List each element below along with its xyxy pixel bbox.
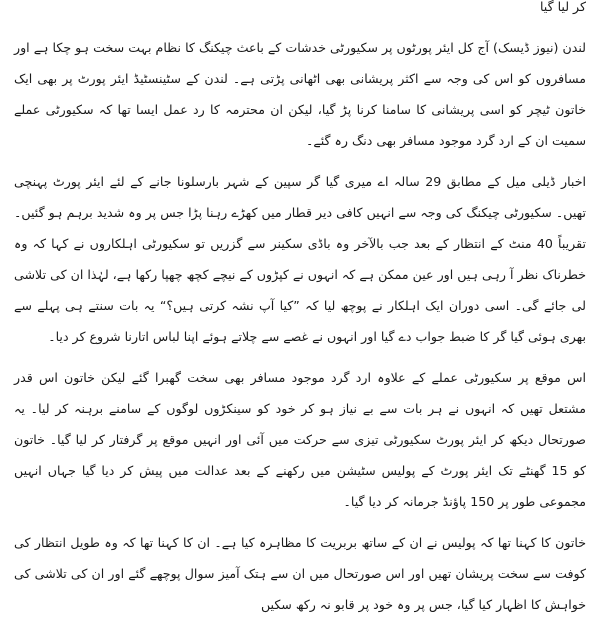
article-paragraph: اخبار ڈیلی میل کے مطابق 29 سالہ اے میری گیا گر سپین کے شہر بارسلونا جانے کے لئے ایئر پورٹ پہنچی تھیں۔ سکیورٹی چیکنگ کی وجہ سے انہیں کافی دیر قطار میں کھڑے رہنا پڑا جس پر وہ شدید برہم ہو گئیں۔ تقریباً 40 منٹ کے انتظار کے بعد جب بالآخر وہ باڈی سکینر سے گزریں تو سکیورٹی اہلکاروں نے کہا کہ وہ خطرناک نظر آ رہی ہیں اور عین ممکن ہے کہ انہوں نے کپڑوں کے نیچے کچھ چھپا رکھا ہے، لہٰذا ان کی تلاشی لی جائے گی۔ اسی دوران ایک اہلکار نے پوچھ لیا کہ ”کیا آپ نشہ کرتی ہیں؟“ یہ بات سنتے ہی پہلے سے بھری ہوئی گیا گر کا ضبط جواب دے گیا اور انہوں نے غصے سے چلاتے ہوئے اپنا لباس اتارنا شروع کر دیا۔ [14,174,587,344]
article-paragraph: لندن (نیوز ڈیسک) آج کل ایئر پورٹوں پر سکیورٹی خدشات کے باعث چیکنگ کا نظام بہت سخت ہو چکا ہے اور مسافروں کو اس کی وجہ سے اکثر پریشانی بھی اٹھانی پڑتی ہے۔ لندن کے سٹینسٹیڈ ایئر پورٹ پر بھی ایک خاتون ٹیچر کو اسی پریشانی کا سامنا کرنا پڑ گیا، لیکن ان محترمہ کا رد عمل ایسا تھا کہ سکیورٹی عملے سمیت ان کے ارد گرد موجود مسافر بھی دنگ رہ گئے۔ [14,40,586,148]
article-top-fragment: کر لیا گیا [539,0,586,14]
article-paragraph: خاتون کا کہنا تھا کہ پولیس نے ان کے ساتھ بربریت کا مظاہرہ کیا ہے۔ ان کا کہنا تھا کہ وہ طویل انتظار کی کوفت سے سخت پریشان تھیں اور اس صورتحال میں ان سے ہتک آمیز سوال پوچھے گئے اور ان کی تلاشی کی خواہش کا اظہار کیا گیا، جس پر وہ خود پر قابو نہ رکھ سکیں [14,535,586,612]
article-paragraph: اس موقع پر سکیورٹی عملے کے علاوہ ارد گرد موجود مسافر بھی سخت گھبرا گئے لیکن خاتون اس قدر مشتعل تھیں کہ انہوں نے ہر بات سے بے نیاز ہو کر خود کو سینکڑوں لوگوں کے سامنے برہنہ کر لیا۔ یہ صورتحال دیکھ کر ایئر پورٹ سکیورٹی تیزی سے حرکت میں آئی اور انہیں موقع پر گرفتار کر لیا گیا۔ خاتون کو 15 گھنٹے تک ایئر پورٹ کے پولیس سٹیشن میں رکھنے کے بعد عدالت میں پیش کر دیا گیا جہاں انہیں مجموعی طور پر 150 پاؤنڈ جرمانہ کر دیا گیا۔ [14,370,586,509]
